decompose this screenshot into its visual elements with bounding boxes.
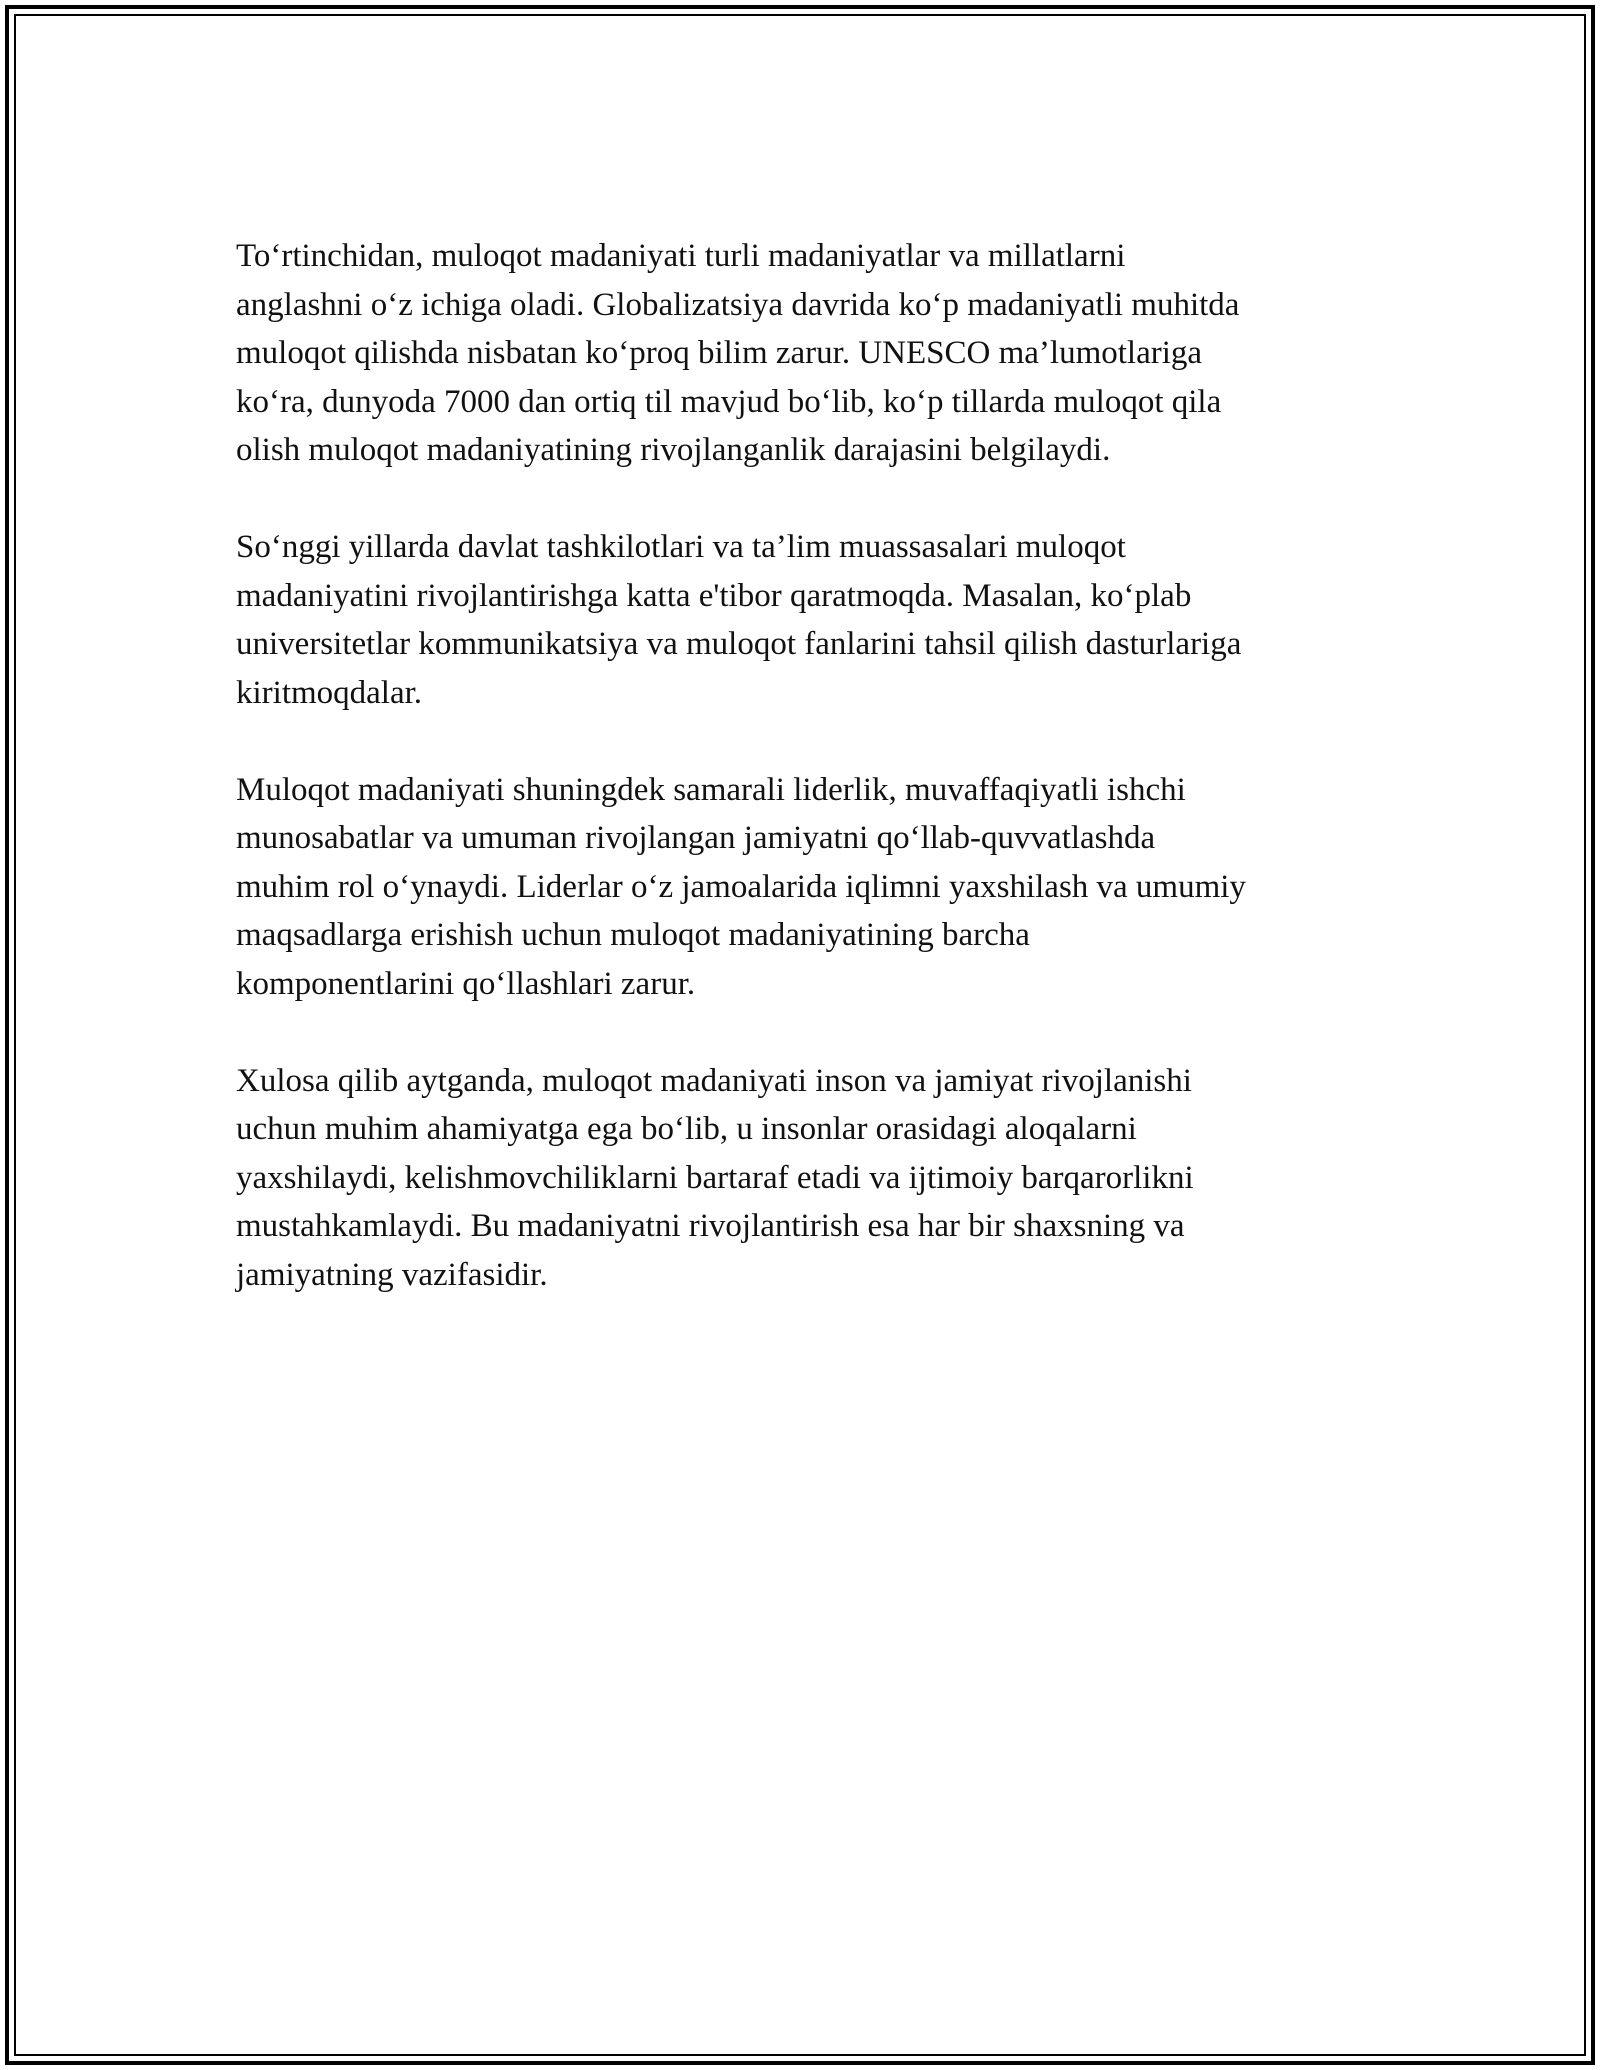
text-line: madaniyatini rivojlantirishga katta e'tibor qaratmoqda. Masalan, ko‘plab <box>236 577 1192 614</box>
text-line: maqsadlarga erishish uchun muloqot madaniyatining barcha <box>236 917 1030 953</box>
text-line: komponentlarini qo‘llashlari zarur. <box>236 965 696 1002</box>
paragraph-1 <box>236 232 1366 475</box>
text-line: uchun muhim ahamiyatga ega bo‘lib, u insonlar orasidagi aloqalarni <box>236 1111 1137 1147</box>
text-line: ko‘ra, dunyoda 7000 dan ortiq til mavjud bo‘lib, ko‘p tillarda muloqot qila <box>236 383 1222 420</box>
text-line: mustahkamlaydi. Bu madaniyatni rivojlantirish esa har bir shaxsning va <box>236 1208 1185 1244</box>
text-line: To‘rtinchidan, muloqot madaniyati turli madaniyatlar va millatlarni <box>236 238 1126 274</box>
text-line: Xulosa qilib aytganda, muloqot madaniyati inson va jamiyat rivojlanishi <box>236 1062 1192 1099</box>
text-line: anglashni o‘z ichiga oladi. Globalizatsiya davrida ko‘p madaniyatli muhitda <box>236 286 1240 323</box>
text-line: olish muloqot madaniyatining rivojlanganlik darajasini belgilaydi. <box>236 432 1111 468</box>
text-line: yaxshilaydi, kelishmovchiliklarni bartaraf etadi va ijtimoiy barqarorlikni <box>236 1159 1194 1196</box>
text-line: munosabatlar va umuman rivojlangan jamiyatni qo‘llab-quvvatlashda <box>236 820 1156 856</box>
document-body <box>236 232 1366 1348</box>
text-line: So‘nggi yillarda davlat tashkilotlari va ta’lim muassasalari muloqot <box>236 529 1126 565</box>
paragraph-4 <box>236 1057 1366 1300</box>
text-line: kiritmoqdalar. <box>236 674 423 711</box>
text-line: jamiyatning vazifasidir. <box>236 1256 548 1293</box>
paragraph-3 <box>236 766 1366 1009</box>
text-line: Muloqot madaniyati shuningdek samarali liderlik, muvaffaqiyatli ishchi <box>236 771 1186 808</box>
text-line: muhim rol o‘ynaydi. Liderlar o‘z jamoalarida iqlimni yaxshilash va umumiy <box>236 868 1246 905</box>
text-line: universitetlar kommunikatsiya va muloqot fanlarini tahsil qilish dasturlariga <box>236 626 1242 662</box>
paragraph-2 <box>236 523 1366 717</box>
text-line: muloqot qilishda nisbatan ko‘proq bilim zarur. UNESCO ma’lumotlariga <box>236 335 1203 371</box>
